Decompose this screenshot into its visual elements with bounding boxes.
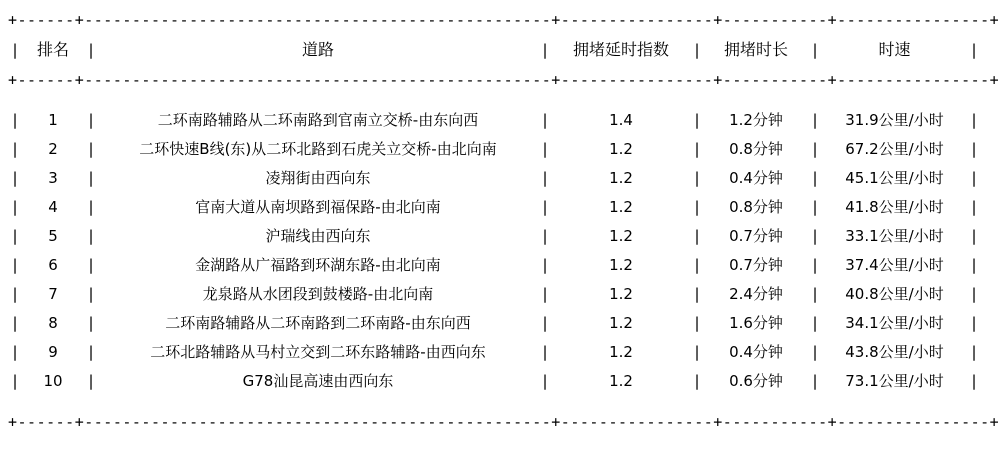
header-rule-text: +------+-------------------------------------------------+----------------+-----------+----------------+ — [8, 70, 999, 89]
cell-index: 1.2 — [609, 372, 633, 390]
cell-duration: 1.2分钟 — [729, 111, 783, 129]
pipe-divider: | — [969, 227, 979, 245]
table-row — [8, 222, 981, 251]
pipe-divider: | — [86, 314, 96, 332]
cell-road: G78汕昆高速由西向东 — [242, 372, 394, 390]
pipe-divider: | — [86, 169, 96, 187]
cell-duration: 0.4分钟 — [729, 169, 783, 187]
pipe-divider: | — [692, 343, 702, 361]
bottom-spacer — [8, 396, 981, 412]
cell-speed: 73.1公里/小时 — [845, 372, 944, 390]
cell-rank: 5 — [48, 227, 58, 245]
pipe-divider: | — [86, 343, 96, 361]
pipe-divider: | — [540, 343, 550, 361]
table-row — [8, 106, 981, 135]
pipe-divider: | — [540, 314, 550, 332]
pipe-divider: | — [540, 227, 550, 245]
pipe-divider: | — [540, 256, 550, 274]
pipe-divider: | — [692, 314, 702, 332]
cell-rank: 8 — [48, 314, 58, 332]
cell-rank: 2 — [48, 140, 58, 158]
pipe-divider: | — [692, 111, 702, 129]
pipe-divider: | — [540, 285, 550, 303]
pipe-divider: | — [810, 256, 820, 274]
cell-index: 1.2 — [609, 198, 633, 216]
pipe-divider: | — [692, 140, 702, 158]
cell-duration: 0.8分钟 — [729, 140, 783, 158]
cell-speed: 33.1公里/小时 — [845, 227, 944, 245]
cell-road: 龙泉路从水团段到鼓楼路-由北向南 — [202, 285, 434, 303]
pipe-divider: | — [692, 198, 702, 216]
pipe-divider: | — [10, 227, 20, 245]
table-top-border — [8, 10, 981, 30]
pipe-divider: | — [969, 372, 979, 390]
cell-duration: 1.6分钟 — [729, 314, 783, 332]
pipe-divider: | — [540, 198, 550, 216]
pipe-divider: | — [810, 140, 820, 158]
table-header-row — [8, 30, 981, 70]
cell-road: 二环北路辅路从马村立交到二环东路辅路-由西向东 — [150, 343, 486, 361]
pipe-divider: | — [86, 227, 96, 245]
cell-speed: 45.1公里/小时 — [845, 169, 944, 187]
cell-duration: 0.8分钟 — [729, 198, 783, 216]
cell-duration: 0.6分钟 — [729, 372, 783, 390]
cell-index: 1.2 — [609, 227, 633, 245]
cell-speed: 41.8公里/小时 — [845, 198, 944, 216]
top-rule-text: +------+-------------------------------------------------+----------------+-----------+----------------+ — [8, 10, 999, 29]
header-congestion-index: 拥堵延时指数 — [572, 40, 669, 59]
table-row — [8, 280, 981, 309]
pipe-divider: | — [540, 169, 550, 187]
cell-speed: 43.8公里/小时 — [845, 343, 944, 361]
cell-index: 1.2 — [609, 314, 633, 332]
congestion-table — [8, 10, 999, 432]
pipe-divider: | — [10, 169, 20, 187]
table-row — [8, 164, 981, 193]
pipe-divider: | — [86, 111, 96, 129]
cell-rank: 1 — [48, 111, 58, 129]
cell-index: 1.2 — [609, 285, 633, 303]
pipe-divider: | — [86, 285, 96, 303]
pipe-divider: | — [810, 285, 820, 303]
cell-rank: 7 — [48, 285, 58, 303]
pipe-divider: | — [810, 111, 820, 129]
pipe-divider: | — [969, 314, 979, 332]
pipe-divider: | — [810, 314, 820, 332]
cell-index: 1.2 — [609, 169, 633, 187]
pipe-divider: | — [10, 140, 20, 158]
cell-duration: 2.4分钟 — [729, 285, 783, 303]
cell-road: 凌翔街由西向东 — [265, 169, 371, 187]
header-speed: 时速 — [878, 40, 911, 59]
pipe-divider: | — [540, 140, 550, 158]
cell-rank: 6 — [48, 256, 58, 274]
pipe-divider: | — [969, 256, 979, 274]
table-row — [8, 193, 981, 222]
pipe-divider: | — [969, 140, 979, 158]
cell-duration: 0.7分钟 — [729, 227, 783, 245]
pipe-divider: | — [86, 256, 96, 274]
pipe-divider: | — [86, 40, 96, 59]
table-row — [8, 367, 981, 396]
bottom-rule-text: +------+-------------------------------------------------+----------------+-----------+----------------+ — [8, 412, 999, 431]
pipe-divider: | — [540, 372, 550, 390]
pipe-divider: | — [10, 256, 20, 274]
pipe-divider: | — [969, 111, 979, 129]
pipe-divider: | — [692, 372, 702, 390]
cell-road: 二环南路辅路从二环南路到官南立交桥-由东向西 — [157, 111, 479, 129]
pipe-divider: | — [10, 40, 20, 59]
cell-index: 1.2 — [609, 343, 633, 361]
pipe-divider: | — [810, 227, 820, 245]
cell-road: 沪瑞线由西向东 — [265, 227, 371, 245]
pipe-divider: | — [969, 343, 979, 361]
cell-road: 金湖路从广福路到环湖东路-由北向南 — [195, 256, 441, 274]
pipe-divider: | — [10, 372, 20, 390]
cell-speed: 40.8公里/小时 — [845, 285, 944, 303]
pipe-divider: | — [10, 314, 20, 332]
table-row — [8, 251, 981, 280]
pipe-divider: | — [969, 40, 979, 59]
cell-road: 官南大道从南坝路到福保路-由北向南 — [195, 198, 441, 216]
pipe-divider: | — [810, 169, 820, 187]
pipe-divider: | — [810, 343, 820, 361]
cell-rank: 4 — [48, 198, 58, 216]
header-rank: 排名 — [36, 40, 69, 59]
cell-speed: 67.2公里/小时 — [845, 140, 944, 158]
pipe-divider: | — [692, 169, 702, 187]
pipe-divider: | — [10, 111, 20, 129]
header-congestion-duration: 拥堵时长 — [723, 40, 788, 59]
pipe-divider: | — [10, 285, 20, 303]
pipe-divider: | — [810, 198, 820, 216]
cell-rank: 10 — [43, 372, 63, 390]
cell-rank: 3 — [48, 169, 58, 187]
cell-index: 1.2 — [609, 256, 633, 274]
pipe-divider: | — [86, 140, 96, 158]
cell-duration: 0.4分钟 — [729, 343, 783, 361]
pipe-divider: | — [969, 285, 979, 303]
header-spacer — [8, 90, 981, 106]
pipe-divider: | — [86, 372, 96, 390]
pipe-divider: | — [692, 256, 702, 274]
pipe-divider: | — [86, 198, 96, 216]
pipe-divider: | — [10, 343, 20, 361]
pipe-divider: | — [10, 198, 20, 216]
pipe-divider: | — [692, 227, 702, 245]
cell-rank: 9 — [48, 343, 58, 361]
table-header-border — [8, 70, 981, 90]
pipe-divider: | — [810, 372, 820, 390]
pipe-divider: | — [692, 285, 702, 303]
pipe-divider: | — [969, 169, 979, 187]
header-road: 道路 — [301, 40, 334, 59]
cell-index: 1.4 — [609, 111, 633, 129]
cell-road: 二环快速B线(东)从二环北路到石虎关立交桥-由北向南 — [139, 140, 497, 158]
cell-index: 1.2 — [609, 140, 633, 158]
pipe-divider: | — [969, 198, 979, 216]
pipe-divider: | — [692, 40, 702, 59]
table-row — [8, 135, 981, 164]
pipe-divider: | — [540, 111, 550, 129]
cell-road: 二环南路辅路从二环南路到二环南路-由东向西 — [165, 314, 471, 332]
cell-speed: 34.1公里/小时 — [845, 314, 944, 332]
table-row — [8, 338, 981, 367]
cell-duration: 0.7分钟 — [729, 256, 783, 274]
pipe-divider: | — [810, 40, 820, 59]
table-row — [8, 309, 981, 338]
cell-speed: 31.9公里/小时 — [845, 111, 944, 129]
pipe-divider: | — [540, 40, 550, 59]
table-bottom-border — [8, 412, 981, 432]
cell-speed: 37.4公里/小时 — [845, 256, 944, 274]
